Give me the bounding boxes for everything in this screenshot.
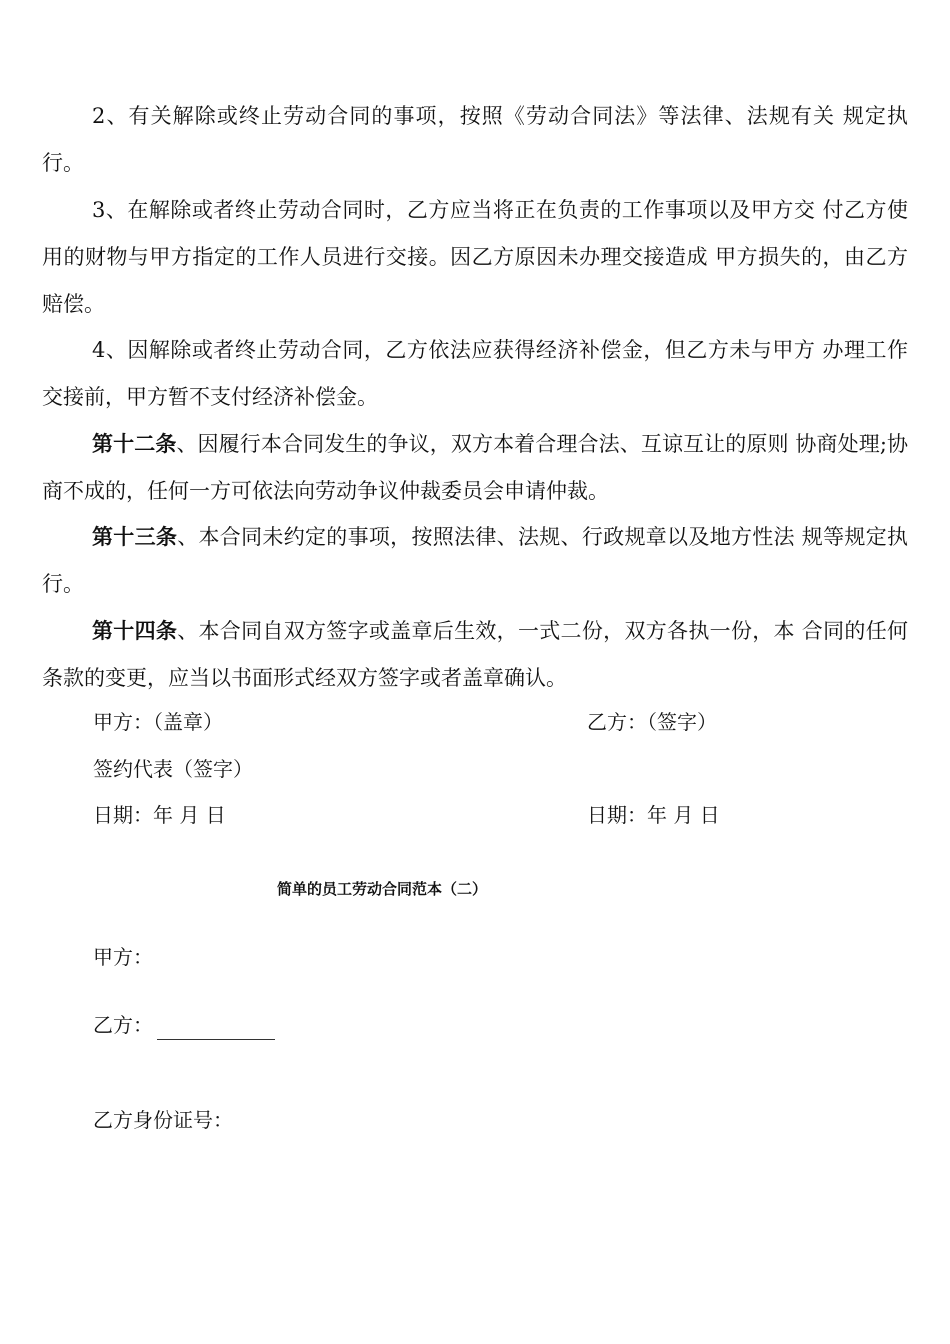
second-contract-title: 简单的员工劳动合同范本（二） (277, 880, 488, 898)
representative-signature: 签约代表（签字） (93, 757, 253, 781)
date-party-b: 日期：年 月 日 (587, 803, 720, 827)
article-12 (42, 420, 908, 515)
party-b-line (93, 1010, 275, 1040)
article-13 (42, 513, 908, 608)
date-party-a: 日期：年 月 日 (93, 803, 226, 827)
article-14-heading: 第十四条 (92, 618, 178, 643)
article-12-heading: 第十二条 (92, 431, 177, 456)
article-12-body: 、因履行本合同发生的争议，双方本着合理合法、互谅互让的原则 协商处理;协商不成的，任何一方可依法向劳动争议仲裁委员会申请仲裁。 (42, 432, 908, 503)
party-b-blank-field[interactable] (157, 1017, 275, 1040)
party-b-id-label: 乙方身份证号： (93, 1108, 233, 1132)
party-a-label: 甲方： (93, 945, 153, 969)
article-14-body: 、本合同自双方签字或盖章后生效，一式二份，双方各执一份，本 合同的任何条款的变更，应当以书面形式经双方签字或者盖章确认。 (42, 619, 908, 690)
clause-3: 3、在解除或者终止劳动合同时，乙方应当将正在负责的工作事项以及甲方交 付乙方使用的财物与甲方指定的工作人员进行交接。因乙方原因未办理交接造成 甲方损失的，由乙方赔偿。 (42, 198, 908, 316)
party-b-signature: 乙方：（签字） (587, 710, 717, 734)
article-13-heading: 第十三条 (92, 524, 178, 549)
article-13-body: 、本合同未约定的事项，按照法律、法规、行政规章以及地方性法 规等规定执行。 (42, 525, 908, 596)
clause-2: 2、有关解除或终止劳动合同的事项，按照《劳动合同法》等法律、法规有关 规定执行。 (42, 104, 908, 175)
party-a-seal: 甲方：（盖章） (93, 710, 223, 734)
article-14 (42, 607, 908, 702)
clause-4: 4、因解除或者终止劳动合同，乙方依法应获得经济补偿金，但乙方未与甲方 办理工作交接前，甲方暂不支付经济补偿金。 (42, 338, 908, 409)
party-b-label: 乙方： (93, 1013, 153, 1037)
